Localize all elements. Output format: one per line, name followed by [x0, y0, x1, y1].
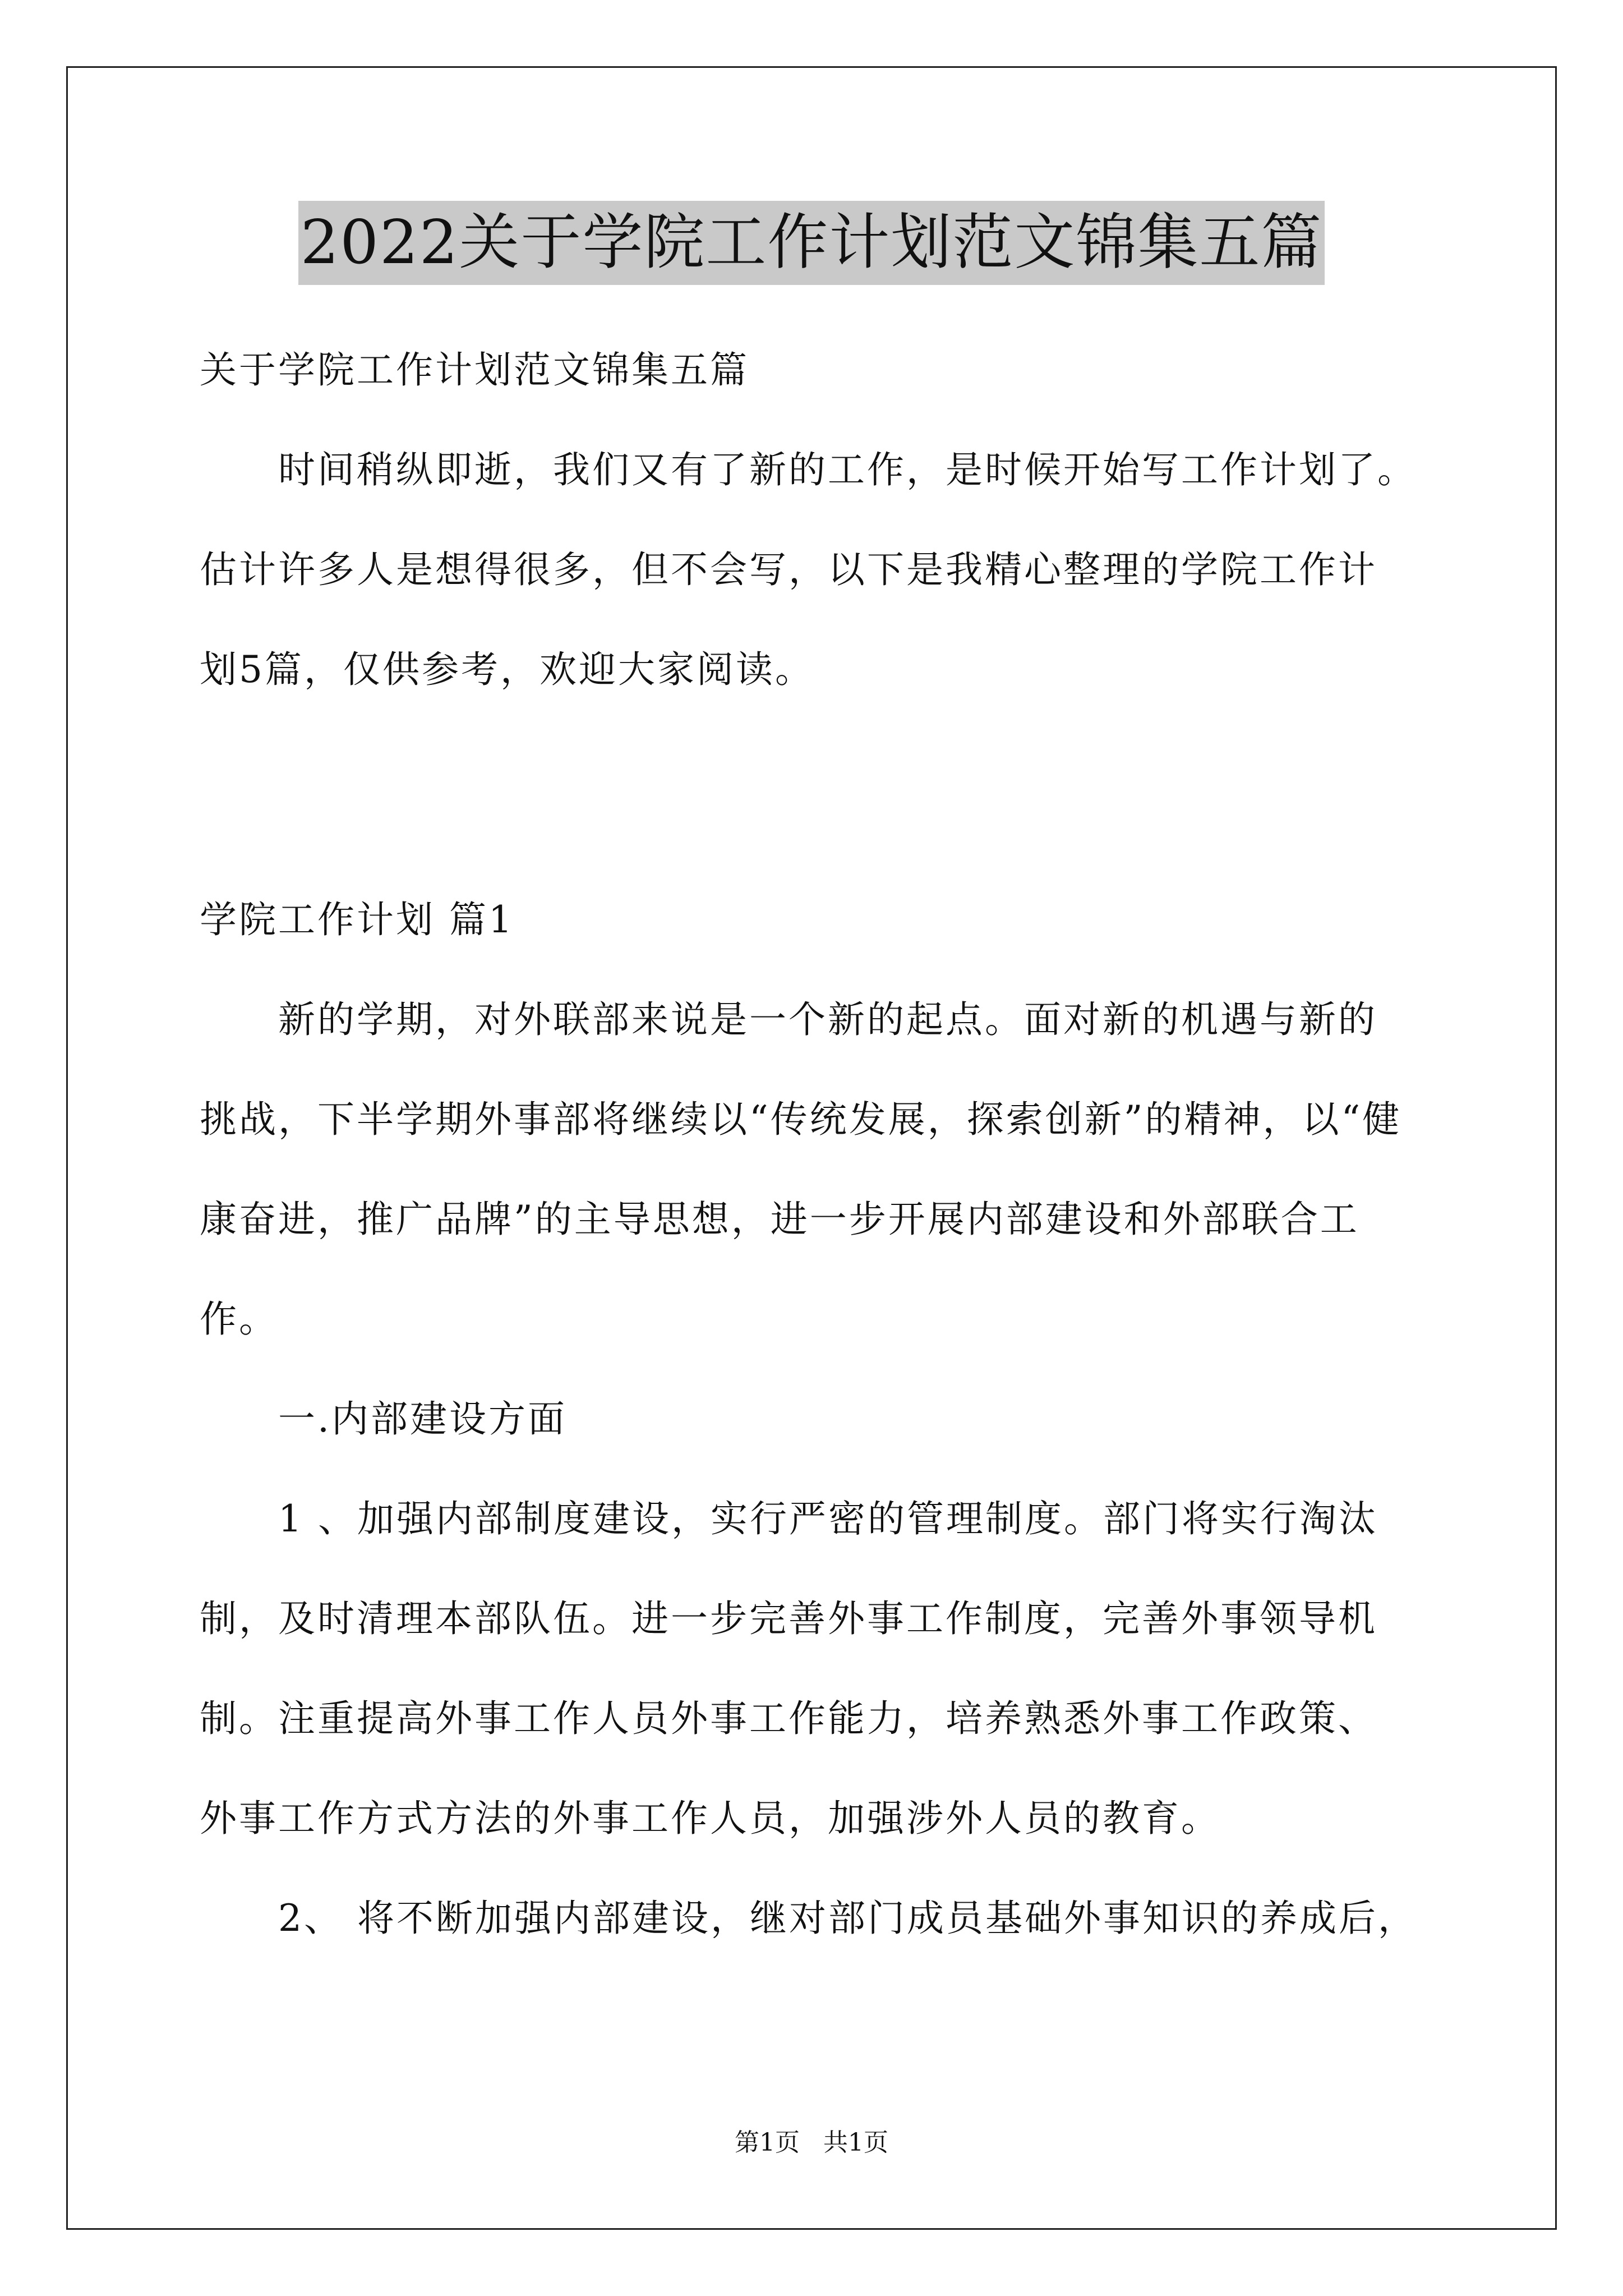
- title-wrap: [0, 201, 1623, 285]
- page-footer: [0, 2126, 1623, 2160]
- document-title: 2022关于学院工作计划范文锦集五篇: [298, 201, 1325, 285]
- item1-line-3: 制。注重提高外事工作人员外事工作能力，培养熟悉外事工作政策、: [200, 1697, 1377, 1740]
- para1-line-1: 新的学期，对外联部来说是一个新的起点。面对新的机遇与新的: [278, 998, 1377, 1041]
- page-total: 共1页: [823, 2128, 888, 2157]
- para1-line-3: 康奋进，推广品牌”的主导思想，进一步开展内部建设和外部联合工: [200, 1198, 1359, 1241]
- document-subtitle: 关于学院工作计划范文锦集五篇: [200, 348, 749, 392]
- intro-line-1: 时间稍纵即逝，我们又有了新的工作，是时候开始写工作计划了。: [278, 448, 1417, 491]
- intro-line-3: 划5篇，仅供参考，欢迎大家阅读。: [200, 648, 814, 691]
- item1-line-4: 外事工作方式方法的外事工作人员，加强涉外人员的教育。: [200, 1797, 1220, 1840]
- item1-line-2: 制，及时清理本部队伍。进一步完善外事工作制度，完善外事领导机: [200, 1597, 1377, 1640]
- page-number: 第1页: [735, 2128, 800, 2157]
- section-heading: 学院工作计划 篇1: [200, 898, 514, 941]
- item2-line-1: 2、 将不断加强内部建设，继对部门成员基础外事知识的养成后，: [278, 1897, 1417, 1940]
- item1-line-1: 1 、加强内部制度建设，实行严密的管理制度。部门将实行淘汰: [278, 1497, 1378, 1540]
- para1-line-2: 挑战，下半学期外事部将继续以“传统发展，探索创新”的精神，以“健: [200, 1098, 1402, 1141]
- subheading-internal: 一.内部建设方面: [278, 1397, 567, 1441]
- intro-line-2: 估计许多人是想得很多，但不会写，以下是我精心整理的学院工作计: [200, 548, 1377, 591]
- para1-line-4: 作。: [200, 1297, 278, 1341]
